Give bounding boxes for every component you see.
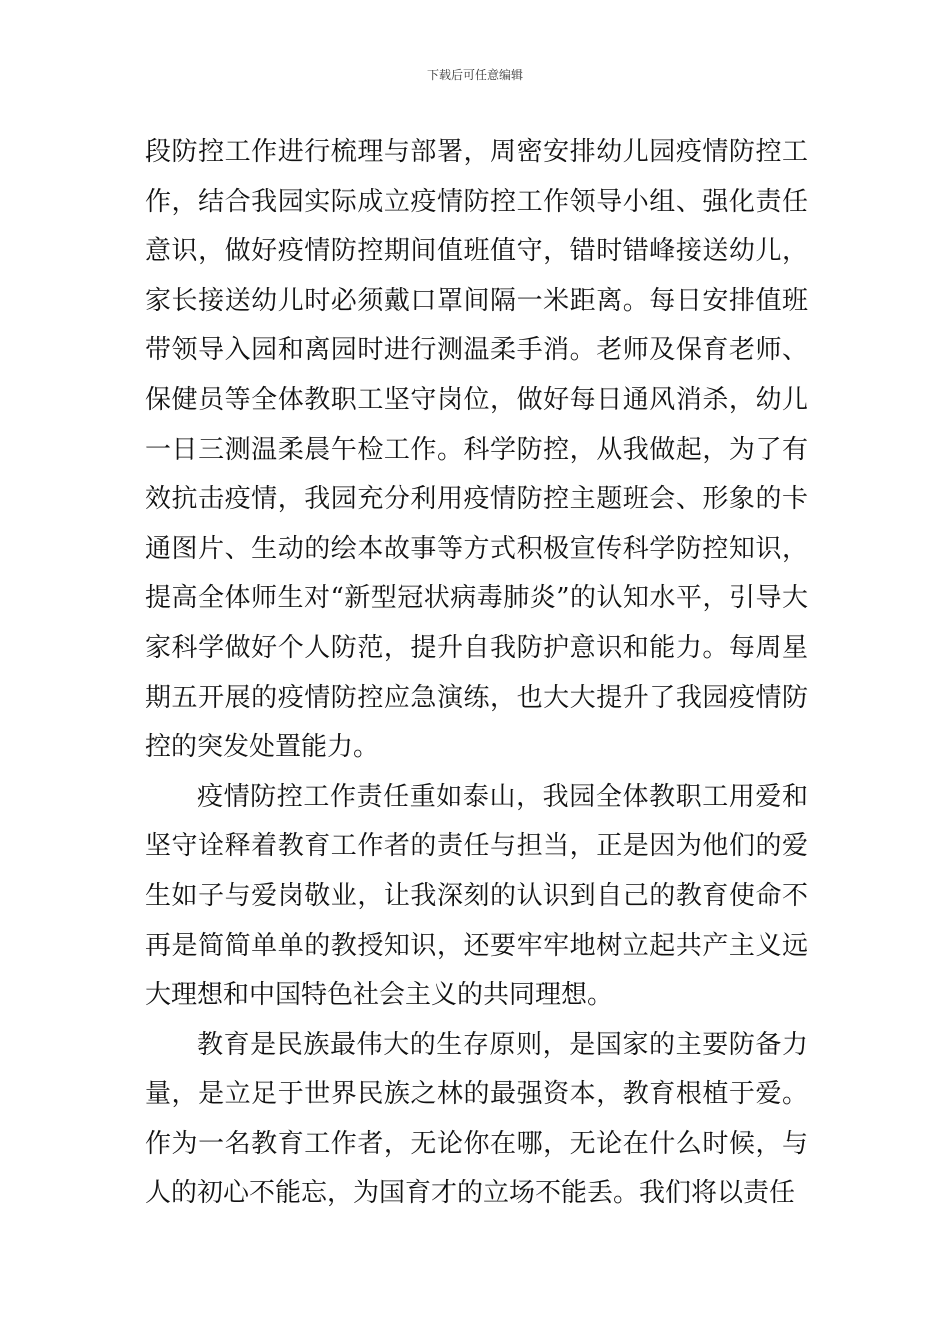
paragraph-continuation: 段防控工作进行梳理与部署，周密安排幼儿园疫情防控工作，结合我园实际成立疫情防控工作领导小组、强化责任意识，做好疫情防控期间值班值守，错时错峰接送幼儿，家长接送幼儿时必须戴口罩间隔一米距离。每日安排值班带领导入园和离园时进行测温柔手消。老师及保育老师、保健员等全体教职工坚守岗位，做好每日通风消杀，幼儿一日三测温柔晨午检工作。科学防控，从我做起，为了有效抗击疫情，我园充分利用疫情防控主题班会、形象的卡通图片、生动的绘本故事等方式积极宣传科学防控知识，提高全体师生对“新型冠状病毒肺炎”的认知水平，引导大家科学做好个人防范，提升自我防护意识和能力。每周星期五开展的疫情防控应急演练，也大大提升了我园疫情防控的突发处置能力。 bbox=[145, 137, 808, 763]
document-body bbox=[145, 128, 808, 1219]
paragraph-education: 教育是民族最伟大的生存原则，是国家的主要防备力量，是立足于世界民族之林的最强资本，教育根植于爱。作为一名教育工作者，无论你在哪，无论在什么时候，与人的初心不能忘，为国育才的立场不能丢。我们将以责任 bbox=[145, 1029, 808, 1209]
paragraph-responsibility: 疫情防控工作责任重如泰山，我园全体教职工用爱和坚守诠释着教育工作者的责任与担当，正是因为他们的爱生如子与爱岗敬业，让我深刻的认识到自己的教育使命不再是简简单单的教授知识，还要牢牢地树立起共产主义远大理想和中国特色社会主义的共同理想。 bbox=[145, 781, 808, 1011]
page-header: 下载后可任意编辑 bbox=[426, 68, 523, 82]
